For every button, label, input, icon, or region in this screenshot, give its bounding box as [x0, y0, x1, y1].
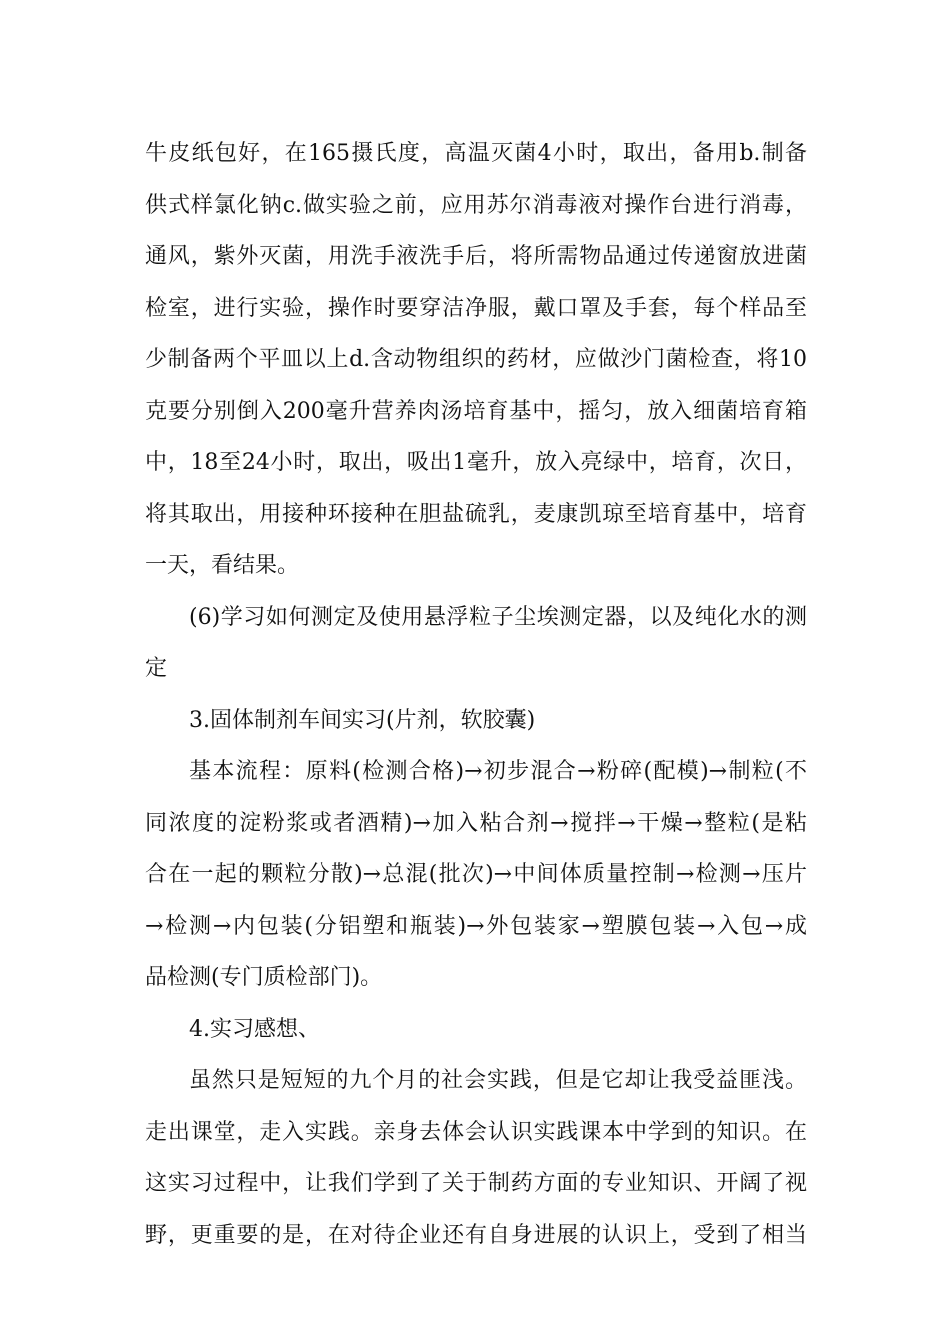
text-line: 克要分别倒入200毫升营养肉汤培育基中，摇匀，放入细菌培育箱	[145, 398, 807, 424]
text-line: 这实习过程中，让我们学到了关于制药方面的专业知识、开阔了视	[145, 1171, 807, 1196]
document-body	[145, 128, 807, 1261]
text-line: 牛皮纸包好，在165摄氏度，高温灭菌4小时，取出，备用b.制备	[145, 141, 807, 166]
text-line: 定	[145, 656, 168, 681]
text-line: 少制备两个平皿以上d.含动物组织的药材，应做沙门菌检查，将10	[145, 347, 807, 372]
text-line: 基本流程：原料(检测合格)→初步混合→粉碎(配模)→制粒(不	[189, 759, 807, 784]
text-line: 供式样氯化钠c.做实验之前，应用苏尔消毒液对操作台进行消毒，	[145, 192, 807, 218]
text-line: 虽然只是短短的九个月的社会实践，但是它却让我受益匪浅。	[189, 1068, 807, 1093]
text-line: 合在一起的颗粒分散)→总混(批次)→中间体质量控制→检测→压片	[145, 862, 807, 887]
text-line: 将其取出，用接种环接种在胆盐硫乳，麦康凯琼至培育基中，培育	[145, 501, 807, 527]
text-line: 野，更重要的是，在对待企业还有自身进展的认识上，受到了相当	[145, 1222, 807, 1248]
text-line: 品检测(专门质检部门)。	[145, 965, 383, 990]
text-line: 中，18至24小时，取出，吸出1毫升，放入亮绿中，培育，次日，	[145, 450, 807, 475]
text-line: 检室，进行实验，操作时要穿洁净服，戴口罩及手套，每个样品至	[145, 295, 807, 321]
text-line: 通风，紫外灭菌，用洗手液洗手后，将所需物品通过传递窗放进菌	[145, 244, 807, 269]
text-line: →检测→内包装(分铝塑和瓶装)→外包装家→塑膜包装→入包→成	[145, 913, 807, 939]
text-line: 一天，看结果。	[145, 553, 300, 578]
text-line: 同浓度的淀粉浆或者酒精)→加入粘合剂→搅拌→干燥→整粒(是粘	[145, 810, 807, 836]
text-line: (6)学习如何测定及使用悬浮粒子尘埃测定器，以及纯化水的测	[189, 604, 807, 630]
text-line: 4.实习感想、	[189, 1016, 320, 1042]
text-line: 走出课堂，走入实践。亲身去体会认识实践课本中学到的知识。在	[145, 1119, 807, 1145]
text-line: 3.固体制剂车间实习(片剂，软胶囊)	[189, 707, 536, 733]
